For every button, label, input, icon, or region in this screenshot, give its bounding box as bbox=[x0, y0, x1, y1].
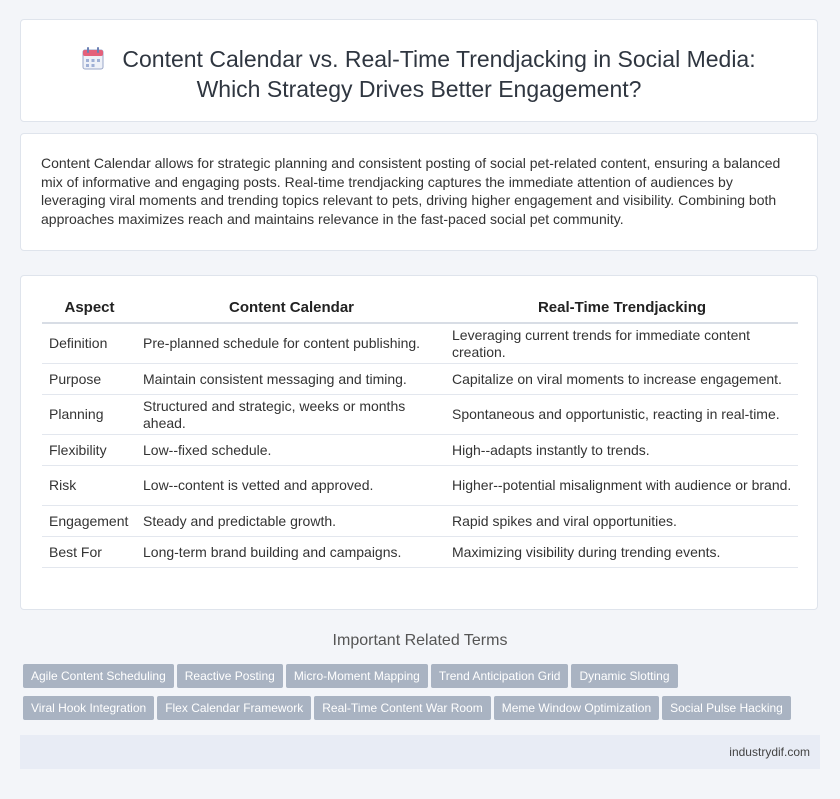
footer bbox=[20, 735, 820, 769]
cell-aspect: Flexibility bbox=[42, 435, 137, 466]
cell-content-calendar: Steady and predictable growth. bbox=[137, 506, 446, 537]
related-terms-list bbox=[23, 664, 823, 728]
intro-text: Content Calendar allows for strategic planning and consistent posting of social pet-related content, ensuring a balanced mix of informative and engaging posts. Real-time trendjacking captures the immediate attention of audiences by leveraging viral moments and trending topics relevant to pets, driving higher engagement and visibility. Combining both approaches maximizes reach and maintains relevance in the fast-paced social pet community. bbox=[41, 155, 781, 227]
cell-aspect: Best For bbox=[42, 537, 137, 568]
cell-trendjacking: Higher--potential misalignment with audience or brand. bbox=[446, 466, 798, 506]
table-row bbox=[42, 506, 798, 537]
comparison-table bbox=[42, 292, 798, 568]
cell-aspect: Engagement bbox=[42, 506, 137, 537]
calendar-icon bbox=[82, 46, 104, 70]
related-term-tag[interactable]: Trend Anticipation Grid bbox=[431, 664, 569, 688]
related-term-tag[interactable]: Agile Content Scheduling bbox=[23, 664, 174, 688]
cell-content-calendar: Low--fixed schedule. bbox=[137, 435, 446, 466]
table-row bbox=[42, 537, 798, 568]
related-terms-title: Important Related Terms bbox=[332, 632, 508, 649]
related-term-tag[interactable]: Dynamic Slotting bbox=[571, 664, 677, 688]
table-row bbox=[42, 395, 798, 435]
cell-content-calendar: Maintain consistent messaging and timing. bbox=[137, 364, 446, 395]
cell-content-calendar: Long-term brand building and campaigns. bbox=[137, 537, 446, 568]
cell-aspect: Definition bbox=[42, 324, 137, 364]
cell-aspect: Planning bbox=[42, 395, 137, 435]
table-row bbox=[42, 435, 798, 466]
cell-trendjacking: Rapid spikes and viral opportunities. bbox=[446, 506, 798, 537]
table-row bbox=[42, 324, 798, 364]
header-content-calendar: Content Calendar bbox=[137, 292, 446, 324]
related-term-tag[interactable]: Viral Hook Integration bbox=[23, 696, 154, 720]
cell-trendjacking: Leveraging current trends for immediate content creation. bbox=[446, 324, 798, 364]
title-line-1: Content Calendar vs. Real-Time Trendjacking in Social Media: bbox=[122, 46, 756, 72]
related-term-tag[interactable]: Reactive Posting bbox=[177, 664, 283, 688]
cell-aspect: Purpose bbox=[42, 364, 137, 395]
table-header-row bbox=[42, 292, 798, 324]
header-trendjacking: Real-Time Trendjacking bbox=[446, 292, 798, 324]
cell-trendjacking: High--adapts instantly to trends. bbox=[446, 435, 798, 466]
cell-content-calendar: Structured and strategic, weeks or months ahead. bbox=[137, 395, 446, 435]
intro-card bbox=[20, 133, 818, 251]
cell-content-calendar: Pre-planned schedule for content publishing. bbox=[137, 324, 446, 364]
title-line-2: Which Strategy Drives Better Engagement? bbox=[196, 76, 642, 102]
cell-trendjacking: Spontaneous and opportunistic, reacting in real-time. bbox=[446, 395, 798, 435]
comparison-card bbox=[20, 275, 818, 610]
related-term-tag[interactable]: Meme Window Optimization bbox=[494, 696, 659, 720]
related-term-tag[interactable]: Social Pulse Hacking bbox=[662, 696, 791, 720]
cell-content-calendar: Low--content is vetted and approved. bbox=[137, 466, 446, 506]
related-term-tag[interactable]: Flex Calendar Framework bbox=[157, 696, 311, 720]
header-aspect: Aspect bbox=[42, 292, 137, 324]
table-row bbox=[42, 364, 798, 395]
cell-trendjacking: Maximizing visibility during trending events. bbox=[446, 537, 798, 568]
related-term-tag[interactable]: Real-Time Content War Room bbox=[314, 696, 491, 720]
page-title bbox=[21, 44, 817, 104]
related-term-tag[interactable]: Micro-Moment Mapping bbox=[286, 664, 428, 688]
table-body bbox=[42, 324, 798, 568]
header-card bbox=[20, 19, 818, 122]
footer-site[interactable]: industrydif.com bbox=[729, 745, 810, 759]
cell-aspect: Risk bbox=[42, 466, 137, 506]
cell-trendjacking: Capitalize on viral moments to increase engagement. bbox=[446, 364, 798, 395]
table-row bbox=[42, 466, 798, 506]
